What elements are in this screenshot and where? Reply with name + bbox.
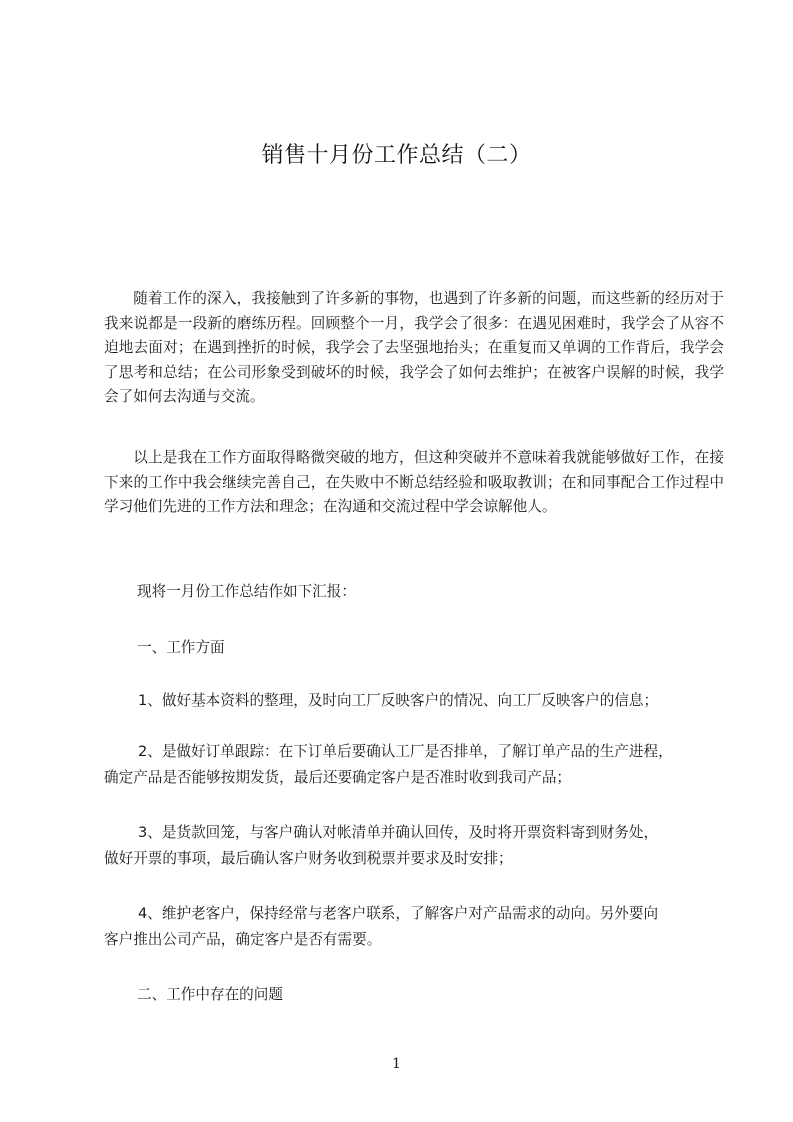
document-title: 销售十月份工作总结（二） [261,143,532,168]
work-item-4-line-1: 4、维护老客户，保持经常与老客户联系，了解客户对产品需求的动向。另外要向 [138,905,659,922]
section-heading-problems: 二、工作中存在的问题 [137,986,283,1003]
paragraph-progress: 以上是我在工作方面取得略微突破的地方，但这种突破并不意味着我就能够做好工作，在接下来的工作中我会继续完善自己，在失败中不断总结经验和吸取教训；在和同事配合工作过程中学习他们先进的工作方法和理念；在沟通和交流过程中学会谅解他人。 [104,449,724,515]
work-item-3-line-2: 做好开票的事项，最后确认客户财务收到税票并要求及时安排； [104,850,513,867]
section-heading-work: 一、工作方面 [137,639,225,656]
work-item-2-line-1: 2、是做好订单跟踪：在下订单后要确认工厂是否排单，了解订单产品的生产进程， [138,743,673,760]
page-number: 1 [392,1056,401,1072]
work-item-1: 1、做好基本资料的整理，及时向工厂反映客户的情况、向工厂反映客户的信息； [138,692,659,709]
work-item-2-line-2: 确定产品是否能够按期发货，最后还要确定客户是否准时收到我司产品； [104,769,572,786]
paragraph-learning: 随着工作的深入，我接触到了许多新的事物，也遇到了许多新的问题，而这些新的经历对于我来说都是一段新的磨练历程。回顾整个一月，我学会了很多：在遇见困难时，我学会了从容不迫地去面对；在遇到挫折的时候，我学会了去坚强地抬头；在重复而又单调的工作背后，我学会了思考和总结；在公司形象受到破坏的时候，我学会了如何去维护；在被客户误解的时候，我学会了如何去沟通与交流。 [104,290,724,405]
work-item-3-line-1: 3、是货款回笼，与客户确认对帐清单并确认回传，及时将开票资料寄到财务处， [138,824,659,841]
work-item-4-line-2: 客户推出公司产品，确定客户是否有需要。 [104,931,382,948]
intro-line: 现将一月份工作总结作如下汇报： [137,583,356,600]
